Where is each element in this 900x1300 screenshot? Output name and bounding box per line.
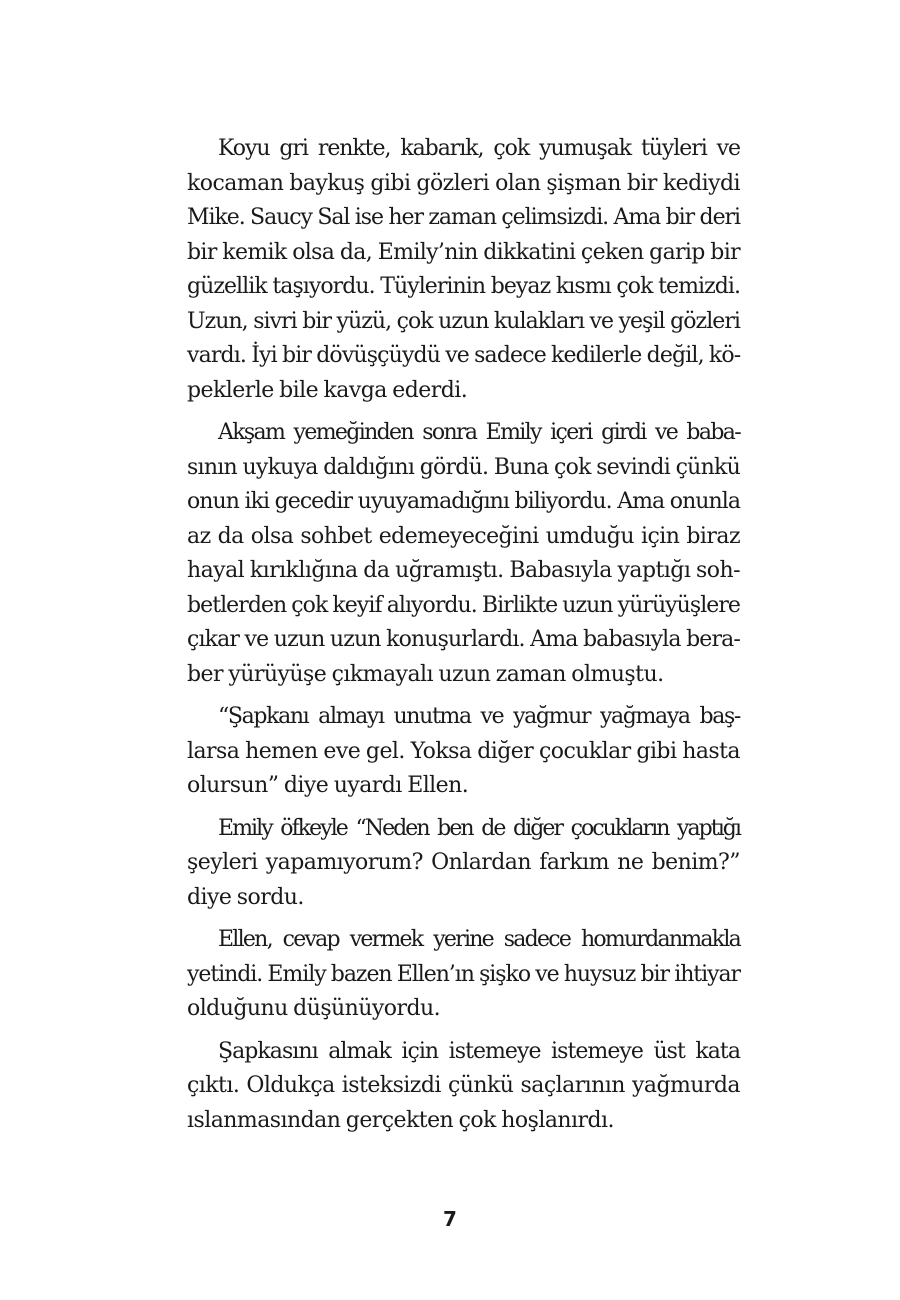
text-line: “Şapkanı almayı unutma ve yağmur yağmaya baş- xyxy=(218,704,740,729)
paragraph-1 xyxy=(187,132,740,408)
text-line: ber yürüyüşe çıkmayalı uzun zaman olmuştu. xyxy=(187,661,664,687)
text-line: Şapkasını almak için istemeye istemeye üst kata xyxy=(218,1038,740,1064)
text-line: bir kemik olsa da, Emily’nin dikkatini çeken garip bir xyxy=(187,239,740,265)
paragraph-6 xyxy=(187,1035,740,1139)
text-line: Ellen, cevap vermek yerine sadece homurdanmakla xyxy=(218,927,740,952)
text-line: çıktı. Oldukça isteksizdi çünkü saçlarının yağmurda xyxy=(187,1073,740,1098)
text-line: az da olsa sohbet edemeyeceğini umduğu için biraz xyxy=(187,523,740,549)
text-line: çıkar ve uzun uzun konuşurlardı. Ama babasıyla bera- xyxy=(187,627,740,652)
text-line: Uzun, sivri bir yüzü, çok uzun kulakları ve yeşil gözleri xyxy=(187,308,740,334)
paragraph-3 xyxy=(187,700,740,804)
text-line: hayal kırıklığına da uğramıştı. Babasıyla yaptığı soh- xyxy=(187,558,740,583)
body-text xyxy=(187,132,740,1146)
page-number: 7 xyxy=(443,1207,457,1231)
text-line: Koyu gri renkte, kabarık, çok yumuşak tüyleri ve xyxy=(218,136,740,161)
paragraph-4 xyxy=(187,812,740,916)
text-line: larsa hemen eve gel. Yoksa diğer çocuklar gibi hasta xyxy=(187,738,740,764)
text-line: Emily öfkeyle “Neden ben de diğer çocukların yaptığı xyxy=(218,815,740,841)
text-line: Akşam yemeğinden sonra Emily içeri girdi ve baba- xyxy=(218,420,740,445)
text-line: olursun” diye uyardı Ellen. xyxy=(187,773,469,798)
paragraph-5 xyxy=(187,923,740,1027)
text-line: kocaman baykuş gibi gözleri olan şişman bir kediydi xyxy=(187,170,740,196)
text-line: sının uykuya daldığını gördü. Buna çok sevindi çünkü xyxy=(187,454,740,480)
text-line: onun iki gecedir uyuyamadığını biliyordu. Ama onunla xyxy=(187,489,740,514)
paragraph-2 xyxy=(187,416,740,692)
text-line: güzellik taşıyordu. Tüylerinin beyaz kısmı çok temizdi. xyxy=(187,274,740,299)
text-line: Mike. Saucy Sal ise her zaman çelimsizdi. Ama bir deri xyxy=(187,205,740,230)
text-line: ıslanmasından gerçekten çok hoşlanırdı. xyxy=(187,1107,614,1133)
text-line: şeyleri yapamıyorum? Onlardan farkım ne benim?” xyxy=(187,850,740,875)
text-line: diye sordu. xyxy=(187,884,304,910)
text-line: peklerle bile kavga ederdi. xyxy=(187,377,468,403)
text-line: olduğunu düşünüyordu. xyxy=(187,996,441,1021)
text-line: vardı. İyi bir dövüşçüydü ve sadece kedilerle değil, kö- xyxy=(187,343,741,368)
text-line: yetindi. Emily bazen Ellen’ın şişko ve huysuz bir ihtiyar xyxy=(187,961,740,987)
text-line: betlerden çok keyif alıyordu. Birlikte uzun yürüyüşlere xyxy=(187,592,740,618)
